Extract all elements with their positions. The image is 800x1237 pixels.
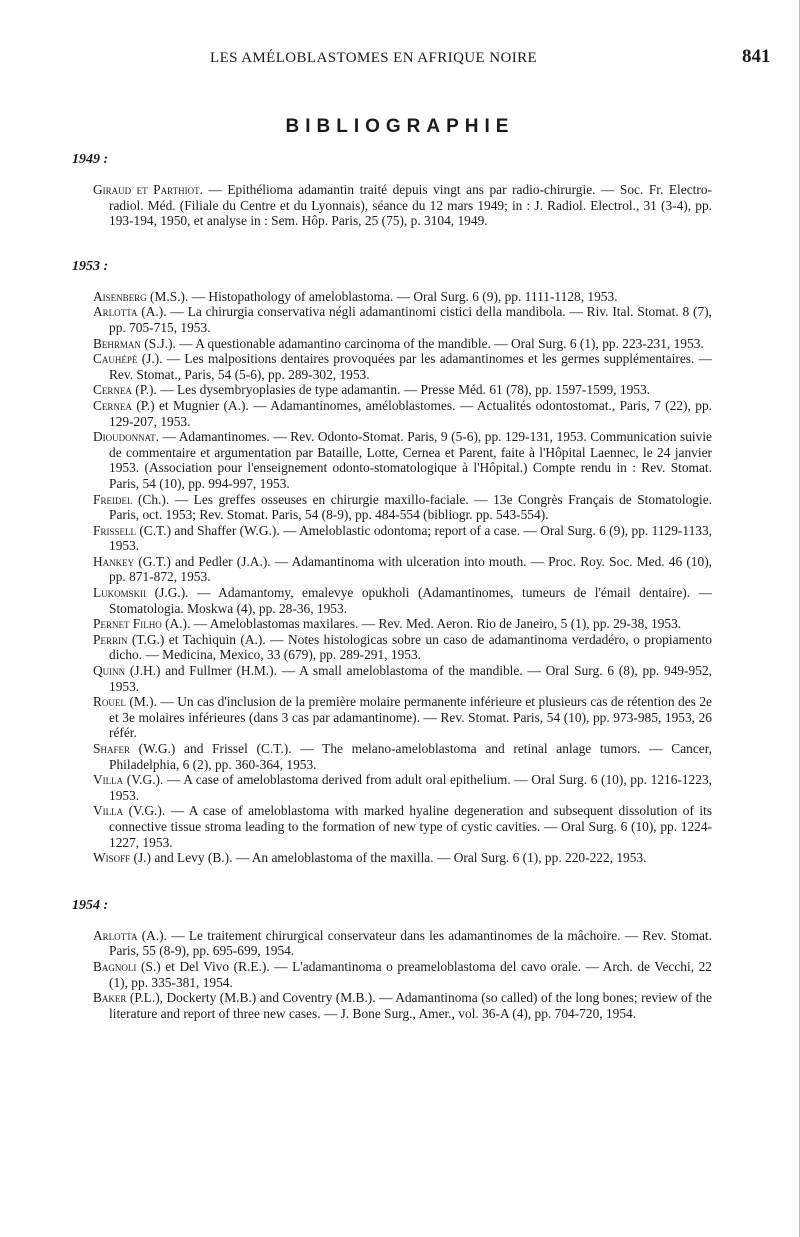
entry-text: (T.G.) et Tachiquin (A.). — Notes histologicas sobre un caso de adamantinoma verdadéro, o propiamento dicho. — Medicina, Mexico, 33 (679), pp. 289-291, 1953. — [109, 631, 712, 663]
entry-author: Bagnoli — [93, 958, 137, 974]
entry-author: Behrman — [93, 335, 141, 351]
entry-author: Freidel — [93, 491, 133, 507]
entry-text: (A.). — Le traitement chirurgical conservateur dans les adamantinomes de la mâchoire. — Rev. Stomat. Paris, 55 (8-9), pp. 695-699, 1954. — [109, 927, 712, 959]
entry-text: (J.G.). — Adamantomy, emalevye opukholi (Adamantinomes, tumeurs de l'émail dentaire). — Stomatologia. Moskwa (4), pp. 28-36, 1953. — [109, 585, 712, 616]
bibliography-entry — [72, 850, 712, 866]
entry-author: Aisenberg — [93, 288, 147, 304]
bibliography-entry — [72, 429, 712, 491]
entry-author: Villa — [93, 803, 124, 819]
bibliography-entry — [72, 663, 712, 694]
entry-text: (W.G.) and Frissel (C.T.). — The melano-ameloblastoma and retinal anlage tumors. — Cancer, Philadelphia, 6 (2), pp. 360-364, 1953. — [109, 741, 712, 772]
year-heading: 1953 : — [72, 258, 109, 274]
bibliography-entry — [72, 772, 712, 803]
entry-author: Arlotta — [93, 304, 138, 320]
entry-text: (V.G.). — A case of ameloblastoma derived from adult oral epithelium. — Oral Surg. 6 (10), pp. 1216-1223, 1953. — [109, 772, 712, 803]
page-number: 841 — [742, 46, 771, 67]
bibliography-entry — [72, 398, 712, 429]
year-heading: 1949 : — [72, 152, 109, 167]
bibliography-entry — [72, 523, 712, 554]
entry-author: Quinn — [93, 663, 126, 679]
bibliography-entry — [72, 351, 712, 382]
bibliography-entry — [72, 694, 712, 741]
entry-author: Arlotta — [93, 927, 138, 943]
year-heading: 1954 : — [72, 897, 109, 913]
entry-author: Shafer — [93, 741, 130, 756]
entry-text: (P.) et Mugnier (A.). — Adamantinomes, améloblastomes. — Actualités odontostomat., Paris, 7 (22), pp. 129-207, 1953. — [109, 397, 712, 429]
entry-text: (S.J.). — A questionable adamantino carcinoma of the mandible. — Oral Surg. 6 (1), pp. 223-231, 1953. — [140, 335, 704, 351]
entry-author: Rouel — [93, 694, 126, 710]
entry-author: Giraud et Parthiot — [93, 182, 200, 197]
entry-author: Wisoff — [93, 850, 131, 866]
entry-author: Lukomskii — [93, 585, 147, 601]
bibliography-entry — [72, 741, 712, 772]
entry-author: Dioudonnat — [93, 429, 156, 445]
section-title: BIBLIOGRAPHIE — [285, 116, 515, 137]
entry-author: Cauhépé — [93, 351, 138, 367]
entry-text: (V.G.). — A case of ameloblastoma with marked hyaline degeneration and subsequent dissolution of its connective tissue stroma leading to the formation of new type of cystic cavities. — Oral Surg. 6 (10), pp. 1224-1227, 1953. — [109, 803, 712, 850]
bibliography-entry — [72, 289, 712, 305]
bibliography-entry — [72, 990, 712, 1021]
bibliography-entry — [72, 959, 712, 990]
entry-text: (G.T.) and Pedler (J.A.). — Adamantinoma with ulceration into mouth. — Proc. Roy. Soc. Med. 46 (10), pp. 871-872, 1953. — [109, 553, 712, 585]
entry-text: (A.). — Ameloblastomas maxilares. — Rev. Med. Aeron. Rio de Janeiro, 5 (1), pp. 29-38, 1953. — [161, 616, 682, 632]
entry-text: (J.) and Levy (B.). — An ameloblastoma of the maxilla. — Oral Surg. 6 (1), pp. 220-222, 1953. — [130, 850, 647, 866]
entry-author: Baker — [93, 990, 127, 1006]
year-group-1949 — [72, 152, 712, 229]
bibliography-entry — [72, 928, 712, 959]
entry-author: Cernea — [93, 382, 132, 398]
entry-text: (C.T.) and Shaffer (W.G.). — Ameloblastic odontoma; report of a case. — Oral Surg. 6 (9), pp. 1129-1133, 1953. — [109, 522, 712, 554]
entry-text: (J.). — Les malpositions dentaires provoquées par les adamantinomes et les germes supplémentaires. — Rev. Stomat., Paris, 54 (5-6), pp. 289-302, 1953. — [109, 351, 712, 382]
bibliography-entry — [72, 382, 712, 398]
entry-author: Perrin — [93, 631, 128, 647]
bibliography-entry — [72, 803, 712, 850]
entry-author: Pernet Filho — [93, 616, 162, 632]
entry-text: (J.H.) and Fullmer (H.M.). — A small ameloblastoma of the mandible. — Oral Surg. 6 (8), pp. 949-952, 1953. — [109, 663, 712, 694]
entry-text: (Ch.). — Les greffes osseuses en chirurgie maxillo-faciale. — 13e Congrès Français de Stomatologie. Paris, oct. 1953; Rev. Stomat. Paris, 54 (8-9), pp. 484-554 (bibliogr. pp. 543-554). — [109, 491, 712, 523]
entry-text: . — Epithélioma adamantin traité depuis vingt ans par radio-chirurgie. — Soc. Fr. Electro-radiol. Méd. (Filiale du Centre et du Lyonnais), séance du 12 mars 1949; in : J. Radiol. Electrol., 31 (3-4), pp. 193-194, 1950, et analyse in : Sem. Hôp. Paris, 25 (75), p. 3104, 1949. — [109, 182, 712, 229]
bibliography-entry — [72, 492, 712, 523]
bibliography-entry — [72, 554, 712, 585]
bibliography-entry — [72, 182, 712, 229]
entry-text: (M.S.). — Histopathology of ameloblastoma. — Oral Surg. 6 (9), pp. 1111-1128, 1953. — [146, 288, 618, 304]
entry-author: Hankey — [93, 553, 135, 569]
bibliography-entry — [72, 632, 712, 663]
bibliography-entry — [72, 304, 712, 335]
entry-text: (P.L.), Dockerty (M.B.) and Coventry (M.B.). — Adamantinoma (so called) of the long bones; review of the literature and report of three new cases. — J. Bone Surg., Amer., vol. 36-A (4), pp. 704-720, 1954. — [109, 990, 712, 1021]
year-group-1953 — [72, 259, 712, 866]
bibliography-entry — [72, 616, 712, 632]
entry-text: (A.). — La chirurgia conservativa négli adamantinomi cistici della mandibola. — Riv. Ital. Stomat. 8 (7), pp. 705-715, 1953. — [109, 304, 712, 335]
entry-author: Frissell — [93, 522, 136, 538]
entry-author: Cernea — [93, 397, 132, 413]
running-header: LES AMÉLOBLASTOMES EN AFRIQUE NOIRE — [210, 50, 538, 66]
entry-author: Villa — [93, 772, 124, 788]
entry-text: (P.). — Les dysembryoplasies de type adamantin. — Presse Méd. 61 (78), pp. 1597-1599, 1953. — [131, 382, 650, 398]
bibliography-entry — [72, 336, 712, 352]
entry-text: (M.). — Un cas d'inclusion de la première molaire permanente inférieure et plusieurs cas de rétention des 2e et 3e molaires inférieures (dans 3 cas par adamantinome). — Rev. Stomat. Paris, 54 (10), pp. 973-985, 1953, 26 référ. — [109, 694, 712, 741]
entry-text: . — Adamantinomes. — Rev. Odonto-Stomat. Paris, 9 (5-6), pp. 129-131, 1953. Communication suivie de commentaire et argumentation par Bataille, Lotte, Cernea et Parent, faite à l'Hôpital Laennec, le 24 janvier 1953. (Association pour l'enseignement odonto-stomatologique à l'Hôpital.) Compte rendu in : Rev. Stomat. Paris, 54 (10), pp. 994-997, 1953. — [109, 429, 712, 491]
bibliography-entry — [72, 585, 712, 616]
bibliography-body — [72, 152, 712, 1051]
entry-text: (S.) et Del Vivo (R.E.). — L'adamantinoma o preameloblastoma del cavo orale. — Arch. de Vecchi, 22 (1), pp. 335-381, 1954. — [109, 958, 712, 990]
year-group-1954 — [72, 898, 712, 1022]
